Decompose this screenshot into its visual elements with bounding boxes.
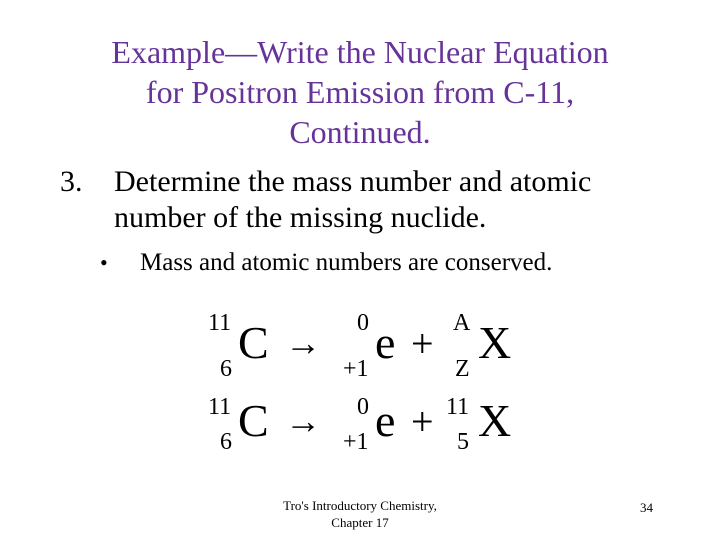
footer-citation bbox=[250, 497, 470, 531]
footer-line-2: Chapter 17 bbox=[331, 515, 389, 530]
reactant-atomic-number: 6 bbox=[220, 356, 232, 382]
plus-sign: + bbox=[411, 399, 434, 444]
page-number: 34 bbox=[640, 500, 653, 515]
bullet-text: Mass and atomic numbers are conserved. bbox=[140, 249, 553, 276]
product-symbol: X bbox=[478, 395, 512, 446]
product-symbol: X bbox=[478, 317, 512, 368]
plus-sign: + bbox=[411, 321, 434, 366]
product-mass-number: 11 bbox=[446, 394, 470, 420]
reactant-atomic-number: 6 bbox=[220, 429, 232, 455]
step-line-2: number of the missing nuclide. bbox=[114, 201, 487, 234]
particle-mass-number: 0 bbox=[357, 310, 369, 336]
reaction-arrow: → bbox=[285, 401, 321, 441]
footer-line-1: Tro's Introductory Chemistry, bbox=[283, 498, 437, 513]
reactant-mass-number: 11 bbox=[208, 310, 232, 336]
step-line-1: Determine the mass number and atomic bbox=[114, 165, 592, 198]
product-atomic-number: Z bbox=[455, 356, 470, 382]
reaction-arrow: → bbox=[285, 323, 321, 363]
title-line-3: Continued. bbox=[289, 114, 431, 150]
particle-atomic-number: +1 bbox=[343, 429, 369, 455]
product-atomic-number: 5 bbox=[457, 429, 469, 455]
bullet-icon: • bbox=[100, 250, 108, 275]
particle-symbol: e bbox=[375, 317, 396, 368]
particle-mass-number: 0 bbox=[357, 394, 369, 420]
step-number: 3. bbox=[60, 165, 83, 198]
particle-symbol: e bbox=[375, 395, 396, 446]
reactant-symbol: C bbox=[238, 395, 269, 446]
title-line-1: Example—Write the Nuclear Equation bbox=[111, 34, 609, 70]
reactant-symbol: C bbox=[238, 317, 269, 368]
particle-atomic-number: +1 bbox=[343, 356, 369, 382]
reactant-mass-number: 11 bbox=[208, 394, 232, 420]
title-line-2: for Positron Emission from C-11, bbox=[145, 74, 575, 110]
product-mass-number: A bbox=[453, 310, 471, 336]
